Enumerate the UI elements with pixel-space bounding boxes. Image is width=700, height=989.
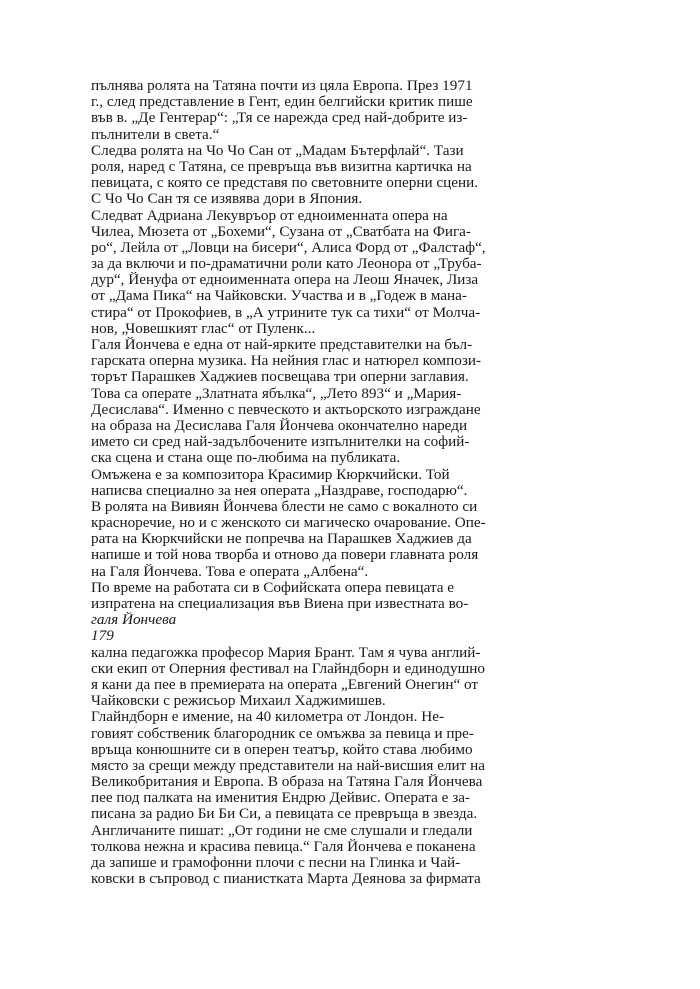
text-line: място за срещи между представители на най-висшия елит на: [91, 757, 485, 774]
text-line: Десислава“. Именно с певческото и актьорското изграждане: [91, 401, 481, 418]
text-line: красноречие, но и с женското си магическо очарование. Опе-: [91, 515, 486, 532]
text-line: да запише и грамофонни плочи с песни на Глинка и Чай-: [91, 855, 461, 871]
text-line: Омъжена е за композитора Красимир Кюркчийски. Той: [91, 466, 450, 483]
text-line: торът Парашкев Хаджиев посвещава три оперни заглавия.: [91, 369, 469, 386]
text-line: изпратена на специализация във Виена при известната во-: [91, 596, 469, 612]
text-line: г., след представление в Гент, един белгийски критик пише: [91, 94, 473, 111]
text-line: дур“, Йенуфа от едноименната опера на Леош Яначек, Лиза: [91, 272, 479, 289]
text-line: напише и той нова творба и отново да повери главната роля: [91, 547, 479, 564]
text-line: я кани да пее в премиерата на операта „Евгений Онегин“ от: [91, 676, 479, 693]
text-line: във в. „Де Гентерар“: „Тя се нарежда сред най-добрите из-: [91, 110, 468, 127]
text-line: написва специално за нея операта „Наздраве, господарю“.: [91, 482, 468, 499]
text-line: Това са операте „Златната ябълка“, „Лето 893“ и „Мария-: [91, 385, 462, 402]
text-line: писана за радио Би Би Си, а певицата се превръща в звезда.: [91, 806, 478, 823]
text-line: ковски в съпровод с пианистката Марта Деянова за фирмата: [91, 871, 481, 888]
text-line: гарската оперна музика. На нейния глас и натюрел компози-: [91, 353, 482, 370]
text-line: Глайндборн е имение, на 40 километра от Лондон. Не-: [91, 709, 445, 726]
text-line: от „Дама Пика“ на Чайковски. Участва и в „Годеж в мана-: [91, 288, 467, 305]
text-line: говият собственик благородник се омъжва за певица и пре-: [91, 725, 474, 742]
text-line: кална педагожка професор Мария Брант. Там я чува англий-: [91, 644, 481, 661]
text-line: нов, „Човешкият глас“ от Пуленк...: [91, 320, 316, 337]
body-text: [91, 78, 611, 887]
text-line: ски екип от Оперния фестивал на Глайндборн и единодушно: [91, 660, 485, 677]
text-line: Чайковски с режисьор Михаил Хаджимишев.: [91, 693, 386, 710]
text-line: Галя Йончева е една от най-ярките представителки на бъл-: [91, 337, 473, 353]
text-line: стира“ от Прокофиев, в „А утрините тук са тихи“ от Молча-: [91, 304, 481, 321]
text-line: роля, наред с Татяна, се превръща във визитна картичка на: [91, 158, 472, 175]
text-line: на образа на Десислава Галя Йончева окончателно нареди: [91, 417, 468, 434]
text-line: на Галя Йончева. Това е операта „Албена“.: [91, 563, 369, 580]
text-line: По време на работата си в Софийската опера певицата е: [91, 579, 455, 596]
text-line: пълнява ролята на Татяна почти из цяла Европа. През 1971: [91, 78, 473, 94]
text-line: Следва ролята на Чо Чо Сан от „Мадам Бътерфлай“. Тази: [91, 142, 464, 159]
text-line: С Чо Чо Сан тя се изявява дори в Япония.: [91, 191, 363, 208]
page-number: 179: [91, 628, 114, 645]
text-line: рата на Кюркчийски не попречва на Парашкев Хаджиев да: [91, 531, 472, 548]
text-line: певицата, с която се представя по световните оперни сцени.: [91, 175, 479, 192]
text-line: за да включи и по-драматични роли като Леонора от „Труба-: [91, 256, 482, 273]
text-line: В ролята на Вивиян Йончева блести не само с вокалното си: [91, 498, 478, 515]
text-line: Англичаните пишат: „От години не сме слушали и гледали: [91, 822, 473, 839]
text-line: ска сцена и стана още по-любима на публиката.: [91, 450, 401, 467]
running-footer-name: галя Йончева: [91, 612, 177, 629]
text-line: Следват Адриана Лекувръор от едноименната опера на: [91, 207, 448, 224]
text-line: връща конюшните си в оперен театър, който става любимо: [91, 741, 473, 758]
text-line: пее под палката на именития Ендрю Дейвис. Операта е за-: [91, 790, 470, 807]
text-line: Великобритания и Европа. В образа на Татяна Галя Йончева: [91, 774, 483, 791]
text-line: толкова нежна и красива певица.“ Галя Йончева е поканена: [91, 838, 476, 855]
text-line: Чилеа, Мюзета от „Бохеми“, Сузана от „Сватбата на Фигa-: [91, 223, 471, 240]
text-line: пълнители в света.“: [91, 126, 220, 143]
text-line: името си сред най-задълбочените изпълнителки на софий-: [91, 434, 470, 451]
text-line: ро“, Лейла от „Ловци на бисери“, Алиса Форд от „Фалстаф“,: [91, 239, 486, 256]
